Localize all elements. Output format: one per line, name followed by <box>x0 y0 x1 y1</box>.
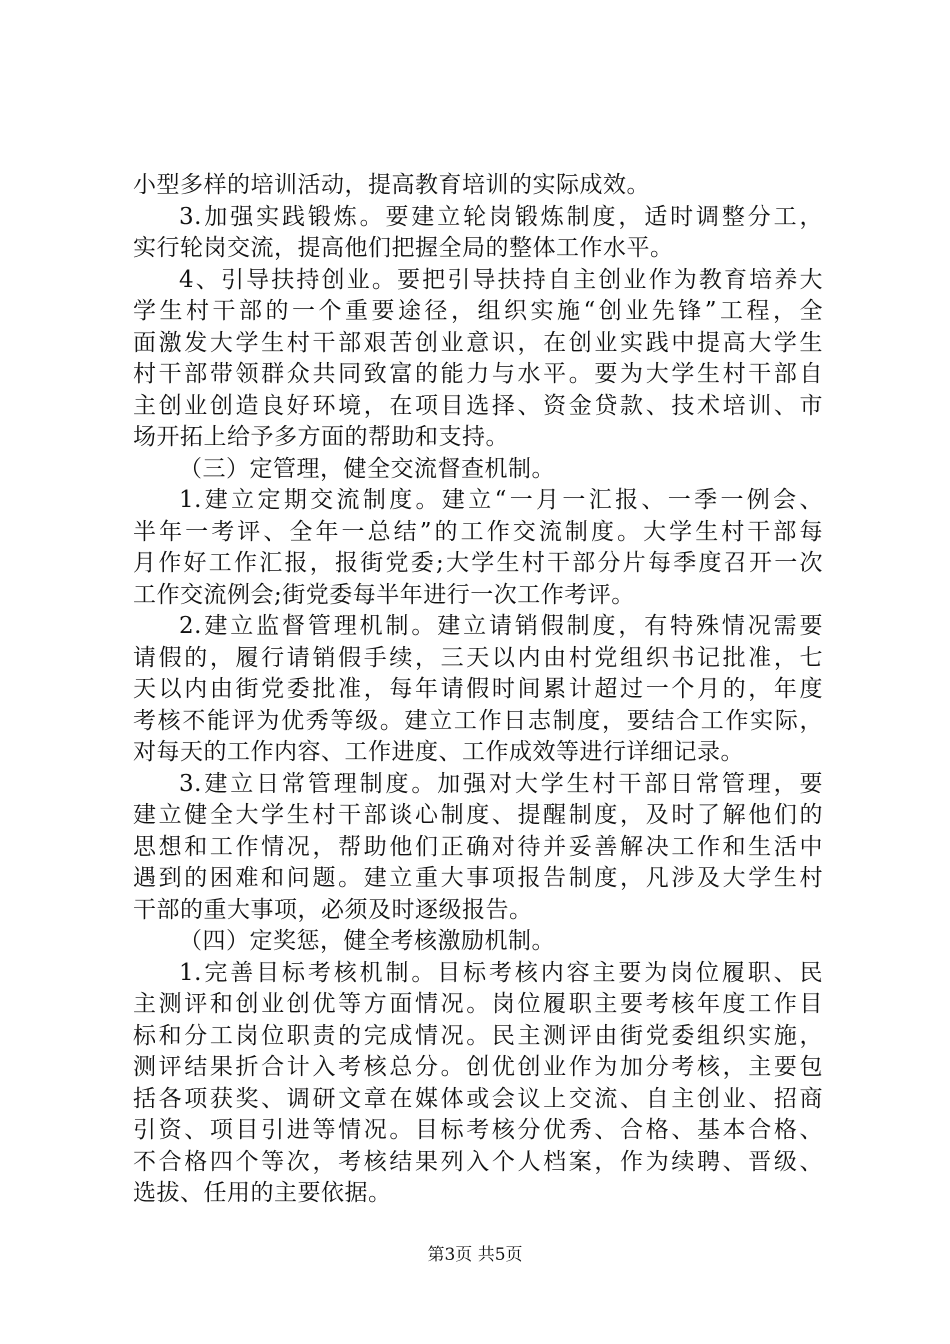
text-line: 学生村干部的一个重要途径，组织实施“创业先锋”工程，全 <box>133 298 823 324</box>
text-line: 建立健全大学生村干部谈心制度、提醒制度，及时了解他们的 <box>133 802 823 828</box>
text-line: 4、引导扶持创业。要把引导扶持自主创业作为教育培养大 <box>179 266 823 293</box>
text-line: 请假的，履行请销假手续，三天以内由村党组织书记批准，七 <box>133 644 823 671</box>
text-line: 干部的重大事项，必须及时逐级报告。 <box>133 896 533 923</box>
text-line: 实行轮岗交流，提高他们把握全局的整体工作水平。 <box>133 235 674 261</box>
document-body <box>133 170 823 1210</box>
text-line: 场开拓上给予多方面的帮助和支持。 <box>133 424 509 450</box>
text-line: 村干部带领群众共同致富的能力与水平。要为大学生村干部自 <box>133 361 823 387</box>
text-line: 考核不能评为优秀等级。建立工作日志制度，要结合工作实际， <box>133 707 823 734</box>
text-line: 3.建立日常管理制度。加强对大学生村干部日常管理，要 <box>179 770 823 797</box>
text-line: 对每天的工作内容、工作进度、工作成效等进行详细记录。 <box>133 739 744 765</box>
text-line: 工作交流例会;街党委每半年进行一次工作考评。 <box>133 581 635 608</box>
text-line: （四）定奖惩，健全考核激励机制。 <box>179 928 555 954</box>
text-line: 引资、项目引进等情况。目标考核分优秀、合格、基本合格、 <box>133 1117 823 1143</box>
text-line: 1.建立定期交流制度。建立“一月一汇报、一季一例会、 <box>179 487 823 513</box>
text-line: 面激发大学生村干部艰苦创业意识，在创业实践中提高大学生 <box>133 329 823 356</box>
text-line: 主测评和创业创优等方面情况。岗位履职主要考核年度工作目 <box>133 991 823 1017</box>
page-footer: 第3页 共5页 <box>427 1245 523 1265</box>
text-line: 小型多样的培训活动，提高教育培训的实际成效。 <box>133 172 650 198</box>
text-line: 标和分工岗位职责的完成情况。民主测评由街党委组织实施， <box>133 1022 823 1049</box>
text-line: 月作好工作汇报，报街党委;大学生村干部分片每季度召开一次 <box>133 550 823 576</box>
text-line: 2.建立监督管理机制。建立请销假制度，有特殊情况需要 <box>179 613 823 639</box>
text-line: 思想和工作情况，帮助他们正确对待并妥善解决工作和生活中 <box>133 833 823 860</box>
text-line: 括各项获奖、调研文章在媒体或会议上交流、自主创业、招商 <box>133 1085 823 1112</box>
text-line: 半年一考评、全年一总结”的工作交流制度。大学生村干部每 <box>133 518 823 545</box>
text-line: （三）定管理，健全交流督查机制。 <box>179 455 555 482</box>
text-line: 主创业创造良好环境，在项目选择、资金贷款、技术培训、市 <box>133 392 823 419</box>
text-line: 遇到的困难和问题。建立重大事项报告制度，凡涉及大学生村 <box>133 865 823 891</box>
text-line: 测评结果折合计入考核总分。创优创业作为加分考核，主要包 <box>133 1054 823 1080</box>
text-line: 选拔、任用的主要依据。 <box>133 1180 392 1206</box>
text-line: 不合格四个等次，考核结果列入个人档案，作为续聘、晋级、 <box>133 1148 823 1175</box>
text-line: 1.完善目标考核机制。目标考核内容主要为岗位履职、民 <box>179 959 823 986</box>
text-line: 3.加强实践锻炼。要建立轮岗锻炼制度，适时调整分工， <box>179 203 823 230</box>
text-line: 天以内由街党委批准，每年请假时间累计超过一个月的，年度 <box>133 676 823 702</box>
